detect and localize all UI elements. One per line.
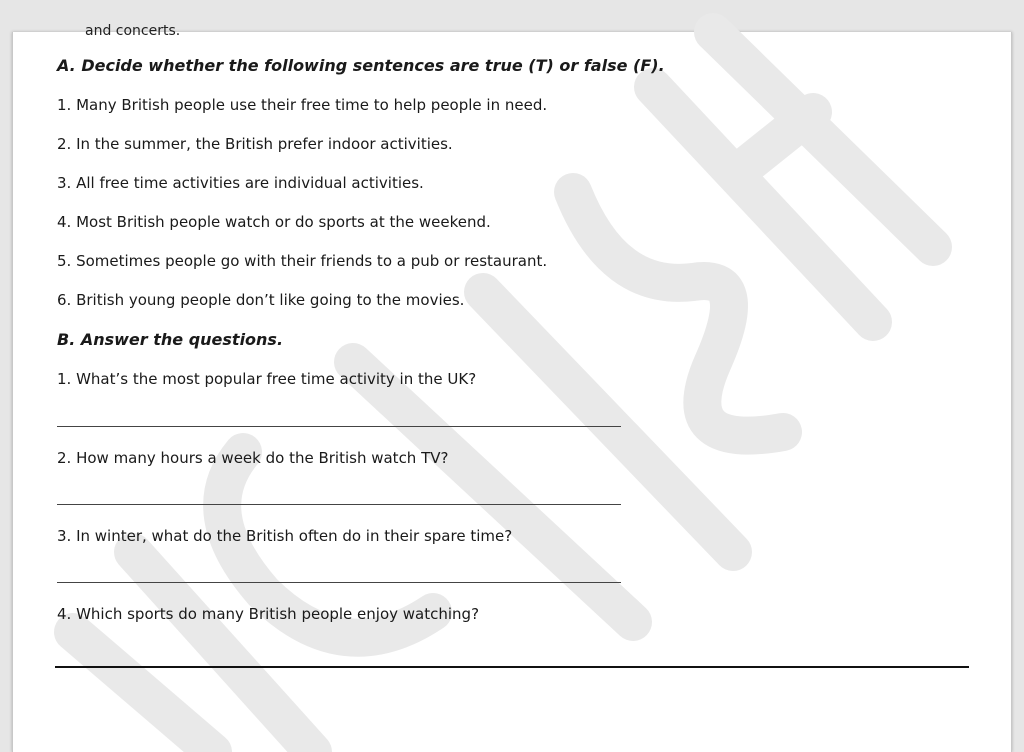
answer-line-3	[57, 582, 621, 583]
question-1: 1. What’s the most popular free time activity in the UK?	[57, 370, 477, 388]
clipped-previous-line: and concerts.	[85, 23, 181, 39]
worksheet-page	[12, 23, 1012, 752]
answer-line-2	[57, 504, 621, 505]
section-a-heading: A. Decide whether the following sentences are true (T) or false (F).	[57, 56, 665, 75]
answer-line-1	[57, 426, 621, 427]
statement-3: 3. All free time activities are individual activities.	[57, 174, 424, 192]
question-2: 2. How many hours a week do the British watch TV?	[57, 449, 449, 467]
answer-line-4	[55, 666, 969, 668]
section-b-heading: B. Answer the questions.	[57, 330, 284, 349]
question-4: 4. Which sports do many British people enjoy watching?	[57, 605, 480, 623]
question-3: 3. In winter, what do the British often do in their spare time?	[57, 527, 513, 545]
statement-6: 6. British young people don’t like going to the movies.	[57, 291, 465, 309]
statement-2: 2. In the summer, the British prefer indoor activities.	[57, 135, 453, 153]
statement-5: 5. Sometimes people go with their friends to a pub or restaurant.	[57, 252, 548, 270]
statement-1: 1. Many British people use their free time to help people in need.	[57, 96, 548, 114]
statement-4: 4. Most British people watch or do sports at the weekend.	[57, 213, 491, 231]
